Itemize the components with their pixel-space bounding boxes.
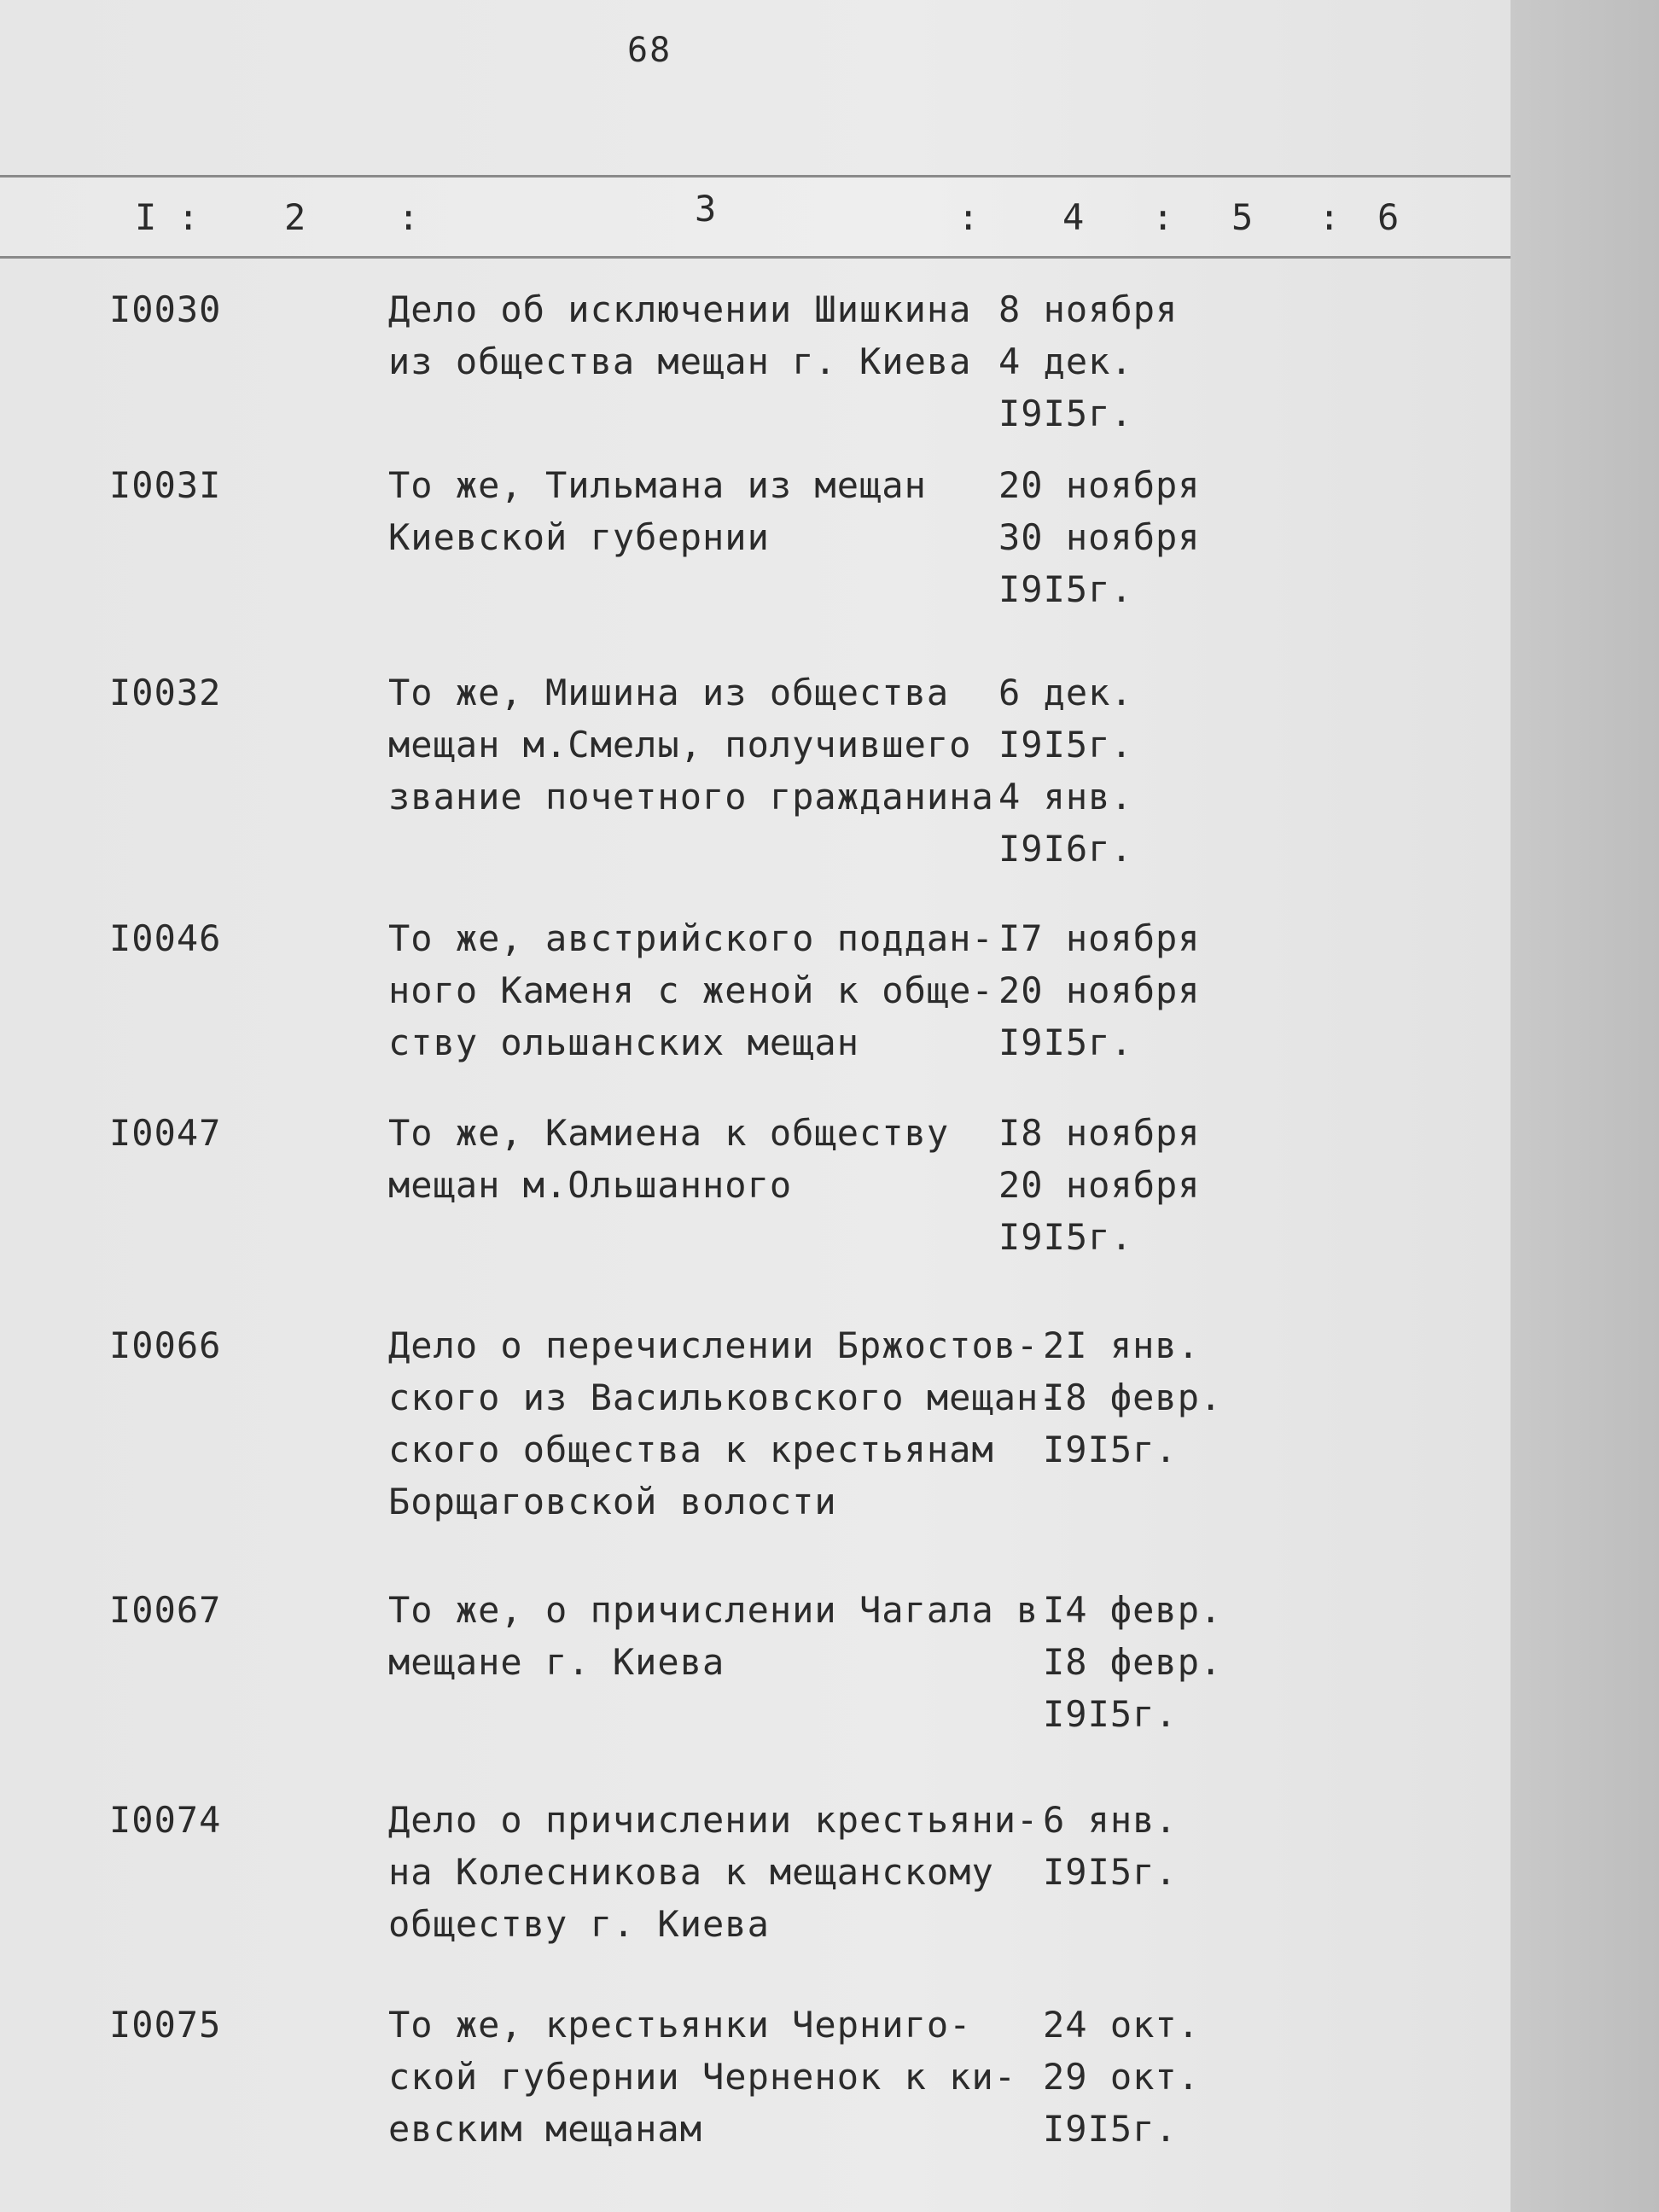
case-date-line: I9I5г.: [998, 1216, 1133, 1258]
case-number: I0047: [109, 1112, 222, 1154]
case-date-line: I9I5г.: [1043, 2108, 1178, 2150]
case-date-line: 6 дек.: [998, 672, 1133, 713]
case-number: I0032: [109, 672, 222, 713]
case-description-line: Киевской губернии: [388, 516, 770, 558]
case-description-line: Дело о причислении крестьяни-: [388, 1799, 1039, 1841]
case-date-line: I9I5г.: [1043, 1693, 1178, 1735]
case-number: I0067: [109, 1589, 222, 1631]
page-number: 68: [627, 31, 672, 70]
case-description-line: То же, Камиена к обществу: [388, 1112, 950, 1154]
case-date-line: I9I5г.: [998, 724, 1133, 765]
case-description-line: из общества мещан г. Киева: [388, 341, 972, 382]
case-date-line: I7 ноября: [998, 917, 1201, 959]
case-number: I0075: [109, 2004, 222, 2046]
case-date-line: I9I5г.: [1043, 1851, 1178, 1893]
case-description-line: мещан м.Смелы, получившего: [388, 724, 972, 765]
header-separator: :: [178, 196, 200, 238]
case-date-line: 2I янв.: [1043, 1324, 1201, 1366]
case-number: I0046: [109, 917, 222, 959]
case-date-line: 20 ноября: [998, 1164, 1201, 1206]
header-col-1: I: [135, 196, 157, 238]
case-description-line: мещан м.Ольшанного: [388, 1164, 793, 1206]
header-separator: :: [1152, 196, 1174, 238]
header-col-3: 3: [695, 188, 717, 230]
case-description-line: звание почетного гражданина: [388, 776, 994, 818]
case-number: I0030: [109, 288, 222, 330]
case-date-line: 29 окт.: [1043, 2056, 1201, 2098]
case-date-line: 20 ноября: [998, 969, 1201, 1011]
case-description-line: То же, австрийского поддан-: [388, 917, 994, 959]
case-description-line: ству ольшанских мещан: [388, 1022, 860, 1063]
case-description-line: на Колесникова к мещанскому: [388, 1851, 994, 1893]
case-date-line: 8 ноября: [998, 288, 1179, 330]
case-date-line: I8 февр.: [1043, 1377, 1223, 1418]
case-description-line: мещане г. Киева: [388, 1641, 725, 1683]
case-description-line: ского из Васильковского мещан-: [388, 1377, 1062, 1418]
case-date-line: I4 февр.: [1043, 1589, 1223, 1631]
case-description-line: ской губернии Черненок к ки-: [388, 2056, 1017, 2098]
column-header-row: [0, 175, 1511, 259]
case-date-line: I9I5г.: [1043, 1429, 1178, 1470]
case-date-line: 6 янв.: [1043, 1799, 1178, 1841]
case-description-line: То же, Тильмана из мещан: [388, 464, 927, 506]
case-number: I003I: [109, 464, 222, 506]
case-description-line: Борщаговской волости: [388, 1481, 837, 1522]
header-col-6: 6: [1377, 196, 1400, 238]
case-date-line: 4 янв.: [998, 776, 1133, 818]
case-description-line: То же, крестьянки Черниго-: [388, 2004, 972, 2046]
case-date-line: I8 ноября: [998, 1112, 1201, 1154]
header-col-2: 2: [284, 196, 306, 238]
case-description-line: Дело об исключении Шишкина: [388, 288, 972, 330]
case-date-line: I9I5г.: [998, 568, 1133, 610]
case-date-line: I9I6г.: [998, 828, 1133, 870]
case-description-line: То же, Мишина из общества: [388, 672, 950, 713]
case-description-line: евским мещанам: [388, 2108, 703, 2150]
header-col-4: 4: [1062, 196, 1085, 238]
case-description-line: ного Каменя с женой к обще-: [388, 969, 994, 1011]
case-date-line: 4 дек.: [998, 341, 1133, 382]
header-separator: :: [1318, 196, 1341, 238]
case-date-line: 24 окт.: [1043, 2004, 1201, 2046]
case-description-line: То же, о причислении Чагала в: [388, 1589, 1039, 1631]
header-separator: :: [398, 196, 420, 238]
header-separator: :: [958, 196, 980, 238]
case-date-line: 30 ноября: [998, 516, 1201, 558]
case-description-line: ского общества к крестьянам: [388, 1429, 994, 1470]
case-description-line: обществу г. Киева: [388, 1903, 770, 1945]
page-edge-shadow: [1511, 0, 1659, 2212]
case-number: I0066: [109, 1324, 222, 1366]
case-number: I0074: [109, 1799, 222, 1841]
case-date-line: I9I5г.: [998, 393, 1133, 434]
case-date-line: I9I5г.: [998, 1022, 1133, 1063]
case-date-line: 20 ноября: [998, 464, 1201, 506]
header-col-5: 5: [1231, 196, 1254, 238]
case-description-line: Дело о перечислении Бржостов-: [388, 1324, 1039, 1366]
case-date-line: I8 февр.: [1043, 1641, 1223, 1683]
